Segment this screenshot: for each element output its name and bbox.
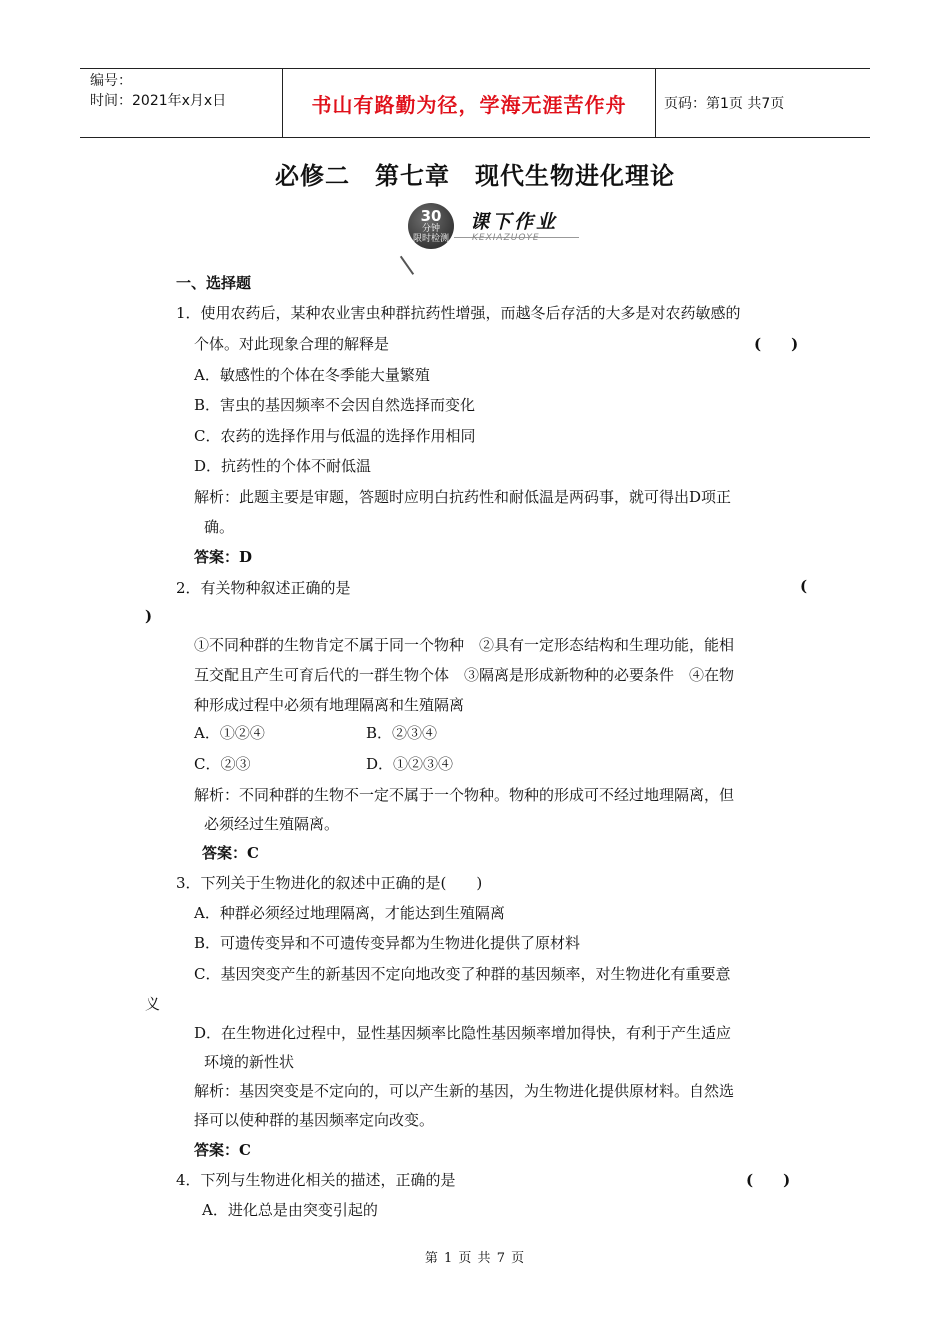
q3-stem: 3．下列关于生物进化的叙述中正确的是( )	[176, 874, 483, 892]
badge-heading: 课下作业	[470, 211, 559, 233]
q1-option-d: D．抗药性的个体不耐低温	[194, 457, 372, 475]
q1-stem-line2: 个体。对此现象合理的解释是	[194, 335, 390, 353]
q4-stem: 4．下列与生物进化相关的描述，正确的是	[176, 1171, 456, 1189]
q2-option-b: B．②③④	[366, 724, 438, 742]
timer-badge-icon	[408, 203, 454, 249]
q2-body-line3: 种形成过程中必须有地理隔离和生殖隔离	[194, 696, 465, 714]
q2-analysis-line1: 解析：不同种群的生物不一定不属于一个物种。物种的形成可不经过地理隔离，但	[194, 786, 735, 804]
q2-analysis-line2: 必须经过生殖隔离。	[204, 815, 340, 833]
number-label: 编号：	[90, 73, 132, 89]
q4-answer-paren: ( )	[746, 1171, 791, 1189]
badge-number: 30	[420, 207, 442, 225]
q3-option-c: C．基因突变产生的新基因不定向地改变了种群的基因频率，对生物进化有重要意	[194, 965, 731, 983]
page-footer: 第 1 页 共 7 页	[424, 1251, 526, 1266]
q1-option-c: C．农药的选择作用与低温的选择作用相同	[194, 427, 476, 445]
q3-option-c-cont: 义	[145, 995, 161, 1013]
q2-paren-open: (	[800, 577, 808, 595]
q1-option-a: A．敏感性的个体在冬季能大量繁殖	[194, 366, 430, 384]
q2-option-d: D．①②③④	[366, 755, 454, 773]
badge-caption: 限时检测	[412, 234, 449, 244]
q1-analysis-line1: 解析：此题主要是审题，答题时应明白抗药性和耐低温是两码事，就可得出D项正	[194, 488, 732, 506]
q3-option-a: A．种群必须经过地理隔离，才能达到生殖隔离	[194, 904, 505, 922]
q3-option-d-line1: D．在生物进化过程中，显性基因频率比隐性基因频率增加得快，有利于产生适应	[194, 1024, 732, 1042]
q2-body-line1: ①不同种群的生物肯定不属于同一个物种 ②具有一定形态结构和生理功能，能相	[194, 636, 735, 654]
q3-answer: 答案：C	[194, 1141, 251, 1159]
badge-unit: 分钟	[421, 224, 440, 234]
q3-analysis-line2: 择可以使种群的基因频率定向改变。	[194, 1111, 435, 1129]
q2-option-c: C．②③	[194, 755, 251, 773]
header-motto: 书山有路勤为径，学海无涯苦作舟	[282, 69, 656, 137]
q2-paren-close: )	[145, 607, 153, 625]
q4-option-a: A．进化总是由突变引起的	[202, 1201, 378, 1219]
header-table	[80, 68, 870, 138]
header-page-info: 页码：第1页 共7页	[664, 96, 785, 112]
q1-answer: 答案：D	[194, 548, 253, 566]
q2-body-line2: 互交配且产生可育后代的一群生物个体 ③隔离是形成新物种的必要条件 ④在物	[194, 666, 735, 684]
time-label: 时间：2021年x月x日	[90, 93, 227, 109]
q3-option-b: B．可遗传变异和不可遗传变异都为生物进化提供了原材料	[194, 934, 581, 952]
q2-answer: 答案：C	[202, 844, 259, 862]
q1-analysis-line2: 确。	[204, 518, 235, 536]
page-title: 必修二 第七章 现代生物进化理论	[275, 161, 675, 190]
q3-option-d-line2: 环境的新性状	[204, 1053, 295, 1071]
section-heading: 一、选择题	[176, 274, 252, 292]
header-meta	[80, 69, 290, 137]
q2-option-a: A．①②④	[194, 724, 265, 742]
q2-stem: 2．有关物种叙述正确的是	[176, 579, 351, 597]
q1-answer-paren: ( )	[754, 335, 799, 353]
q1-stem-line1: 1．使用农药后，某种农业害虫种群抗药性增强，而越冬后存活的大多是对农药敏感的	[176, 304, 741, 322]
q1-option-b: B．害虫的基因频率不会因自然选择而变化	[194, 396, 476, 414]
q3-analysis-line1: 解析：基因突变是不定向的，可以产生新的基因，为生物进化提供原材料。自然选	[194, 1082, 735, 1100]
badge-pinyin: KEXIAZUOYE	[472, 233, 540, 243]
